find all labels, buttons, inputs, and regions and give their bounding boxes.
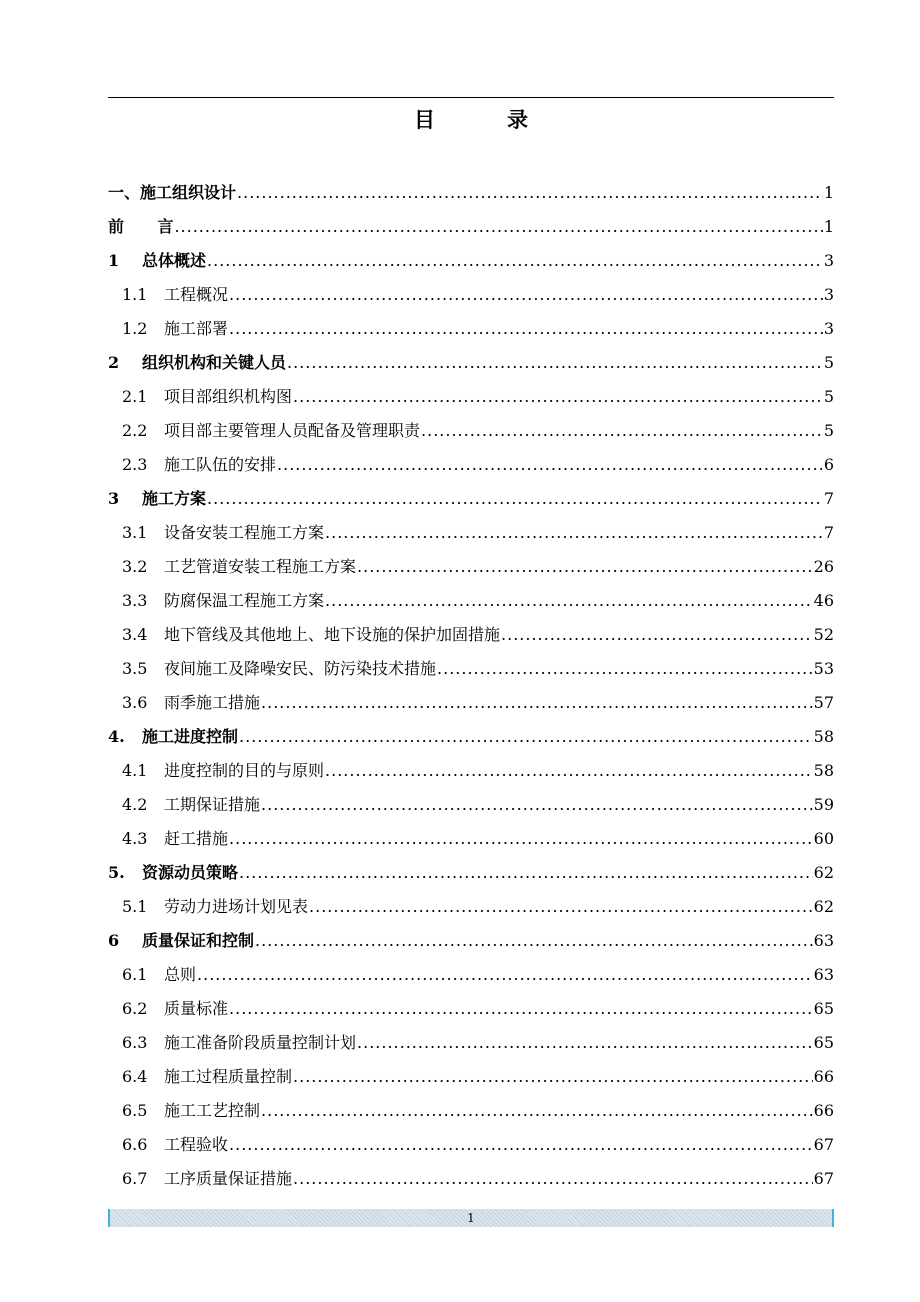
toc-entry[interactable]	[108, 956, 834, 990]
toc-entry[interactable]	[108, 174, 834, 208]
toc-entry-number: 6.6	[122, 1135, 148, 1154]
toc-entry-number: 3.4	[122, 625, 148, 644]
toc-entry-page: 26	[813, 557, 834, 576]
toc-dot-leader	[239, 863, 813, 883]
toc-entry-title: 项目部主要管理人员配备及管理职责	[164, 421, 421, 440]
toc-entry-number: 3	[108, 489, 120, 508]
toc-entry-title: 进度控制的目的与原则	[164, 761, 325, 780]
toc-entry-title: 工期保证措施	[164, 795, 261, 814]
toc-entry-page: 1	[823, 183, 834, 202]
toc-entry-page: 63	[813, 965, 834, 984]
toc-entry-page: 59	[813, 795, 834, 814]
toc-entry-page: 67	[813, 1169, 834, 1188]
toc-dot-leader	[309, 897, 813, 917]
toc-entry-page: 62	[813, 897, 834, 916]
toc-entry-page: 67	[813, 1135, 834, 1154]
toc-entry[interactable]	[108, 1058, 834, 1092]
toc-entry-title: 工序质量保证措施	[164, 1169, 293, 1188]
toc-entry-page: 65	[813, 1033, 834, 1052]
toc-entry-number: 3.1	[122, 523, 148, 542]
toc-dot-leader	[174, 217, 822, 237]
toc-dot-leader	[357, 1033, 813, 1053]
toc-entry-page: 63	[813, 931, 834, 950]
toc-entry-number: 6.5	[122, 1101, 148, 1120]
toc-dot-leader	[255, 931, 813, 951]
toc-entry-page: 1	[823, 217, 834, 236]
toc-entry-title: 施工部署	[164, 319, 229, 338]
toc-dot-leader	[325, 591, 813, 611]
toc-entry-title: 施工准备阶段质量控制计划	[164, 1033, 357, 1052]
toc-entry-title: 设备安装工程施工方案	[164, 523, 325, 542]
header-rule	[108, 97, 834, 98]
toc-entry[interactable]	[108, 548, 834, 582]
toc-entry-title: 施工进度控制	[142, 727, 239, 746]
toc-entry-title: 项目部组织机构图	[164, 387, 293, 406]
toc-dot-leader	[207, 251, 823, 271]
toc-entry[interactable]	[108, 208, 834, 242]
toc-entry[interactable]	[108, 922, 834, 956]
title-char-left: 目	[414, 107, 435, 132]
toc-dot-leader	[261, 1101, 813, 1121]
page-footer	[108, 1209, 834, 1227]
toc-entry[interactable]	[108, 820, 834, 854]
toc-entry-title: 质量保证和控制	[142, 931, 255, 950]
toc-dot-leader	[229, 285, 823, 305]
toc-dot-leader	[261, 795, 813, 815]
toc-entry-title: 施工队伍的安排	[164, 455, 277, 474]
toc-dot-leader	[197, 965, 813, 985]
toc-entry-number: 3.2	[122, 557, 148, 576]
toc-dot-leader	[261, 693, 813, 713]
toc-entry-number: 1.2	[122, 319, 148, 338]
toc-entry-title: 雨季施工措施	[164, 693, 261, 712]
toc-entry[interactable]	[108, 242, 834, 276]
toc-entry-title: 一、施工组织设计	[108, 183, 237, 202]
toc-entry[interactable]	[108, 378, 834, 412]
toc-entry-title: 劳动力进场计划见表	[164, 897, 309, 916]
toc-entry-title: 施工工艺控制	[164, 1101, 261, 1120]
toc-entry-number: 5.	[108, 863, 125, 882]
toc-entry[interactable]	[108, 1092, 834, 1126]
toc-entry-title: 总则	[164, 965, 197, 984]
toc-entry-number: 1	[108, 251, 120, 270]
toc-entry-number: 2	[108, 353, 120, 372]
toc-dot-leader	[325, 523, 823, 543]
toc-entry-page: 53	[813, 659, 834, 678]
toc-entry-title: 工艺管道安装工程施工方案	[164, 557, 357, 576]
toc-entry-number: 4.1	[122, 761, 148, 780]
toc-entry-number: 6.3	[122, 1033, 148, 1052]
toc-entry-title: 防腐保温工程施工方案	[164, 591, 325, 610]
toc-entry-number: 4.	[108, 727, 125, 746]
toc-entry[interactable]	[108, 276, 834, 310]
toc-entry-number: 6	[108, 931, 120, 950]
toc-dot-leader	[207, 489, 823, 509]
toc-dot-leader	[293, 1169, 813, 1189]
toc-entry-page: 3	[823, 285, 834, 304]
toc-entry-number: 6.4	[122, 1067, 148, 1086]
page-title	[108, 104, 834, 134]
toc-entry-number: 6.1	[122, 965, 148, 984]
toc-entry-number: 2.2	[122, 421, 148, 440]
toc-entry-page: 6	[823, 455, 834, 474]
toc-entry-title: 夜间施工及降噪安民、防污染技术措施	[164, 659, 437, 678]
toc-dot-leader	[437, 659, 813, 679]
toc-entry-title: 资源动员策略	[142, 863, 239, 882]
toc-entry-title: 工程验收	[164, 1135, 229, 1154]
toc-entry-page: 5	[823, 421, 834, 440]
toc-entry-title: 工程概况	[164, 285, 229, 304]
toc-dot-leader	[357, 557, 813, 577]
toc-dot-leader	[293, 1067, 813, 1087]
toc-dot-leader	[229, 999, 813, 1019]
toc-entry-number: 2.1	[122, 387, 148, 406]
toc-entry[interactable]	[108, 480, 834, 514]
toc-entry[interactable]	[108, 1160, 834, 1194]
toc-entry[interactable]	[108, 684, 834, 718]
toc-dot-leader	[501, 625, 813, 645]
toc-entry-title: 赶工措施	[164, 829, 229, 848]
toc-dot-leader	[287, 353, 823, 373]
toc-entry[interactable]	[108, 310, 834, 344]
toc-entry[interactable]	[108, 446, 834, 480]
toc-entry-number: 3.6	[122, 693, 148, 712]
footer-page-number: 1	[467, 1211, 475, 1225]
toc-entry-page: 7	[823, 523, 834, 542]
toc-dot-leader	[229, 829, 813, 849]
toc-entry[interactable]	[108, 888, 834, 922]
toc-dot-leader	[239, 727, 813, 747]
toc-entry-page: 60	[813, 829, 834, 848]
table-of-contents	[108, 174, 834, 1194]
toc-entry-title: 质量标准	[164, 999, 229, 1018]
toc-entry[interactable]	[108, 412, 834, 446]
toc-dot-leader	[421, 421, 823, 441]
toc-entry[interactable]	[108, 344, 834, 378]
toc-entry-number: 1.1	[122, 285, 148, 304]
toc-entry-number: 4.3	[122, 829, 148, 848]
toc-entry-title: 总体概述	[142, 251, 207, 270]
toc-dot-leader	[237, 183, 823, 203]
toc-entry-number: 3.5	[122, 659, 148, 678]
toc-entry-number: 6.7	[122, 1169, 148, 1188]
toc-entry-title: 前 言	[108, 217, 174, 236]
toc-entry-page: 65	[813, 999, 834, 1018]
toc-entry[interactable]	[108, 582, 834, 616]
toc-entry-number: 6.2	[122, 999, 148, 1018]
toc-entry-page: 62	[813, 863, 834, 882]
toc-entry[interactable]	[108, 616, 834, 650]
toc-entry[interactable]	[108, 650, 834, 684]
toc-entry-number: 4.2	[122, 795, 148, 814]
toc-entry-number: 5.1	[122, 897, 148, 916]
toc-entry-title: 施工过程质量控制	[164, 1067, 293, 1086]
toc-entry-number: 2.3	[122, 455, 148, 474]
toc-entry-page: 58	[813, 727, 834, 746]
toc-dot-leader	[229, 319, 823, 339]
toc-entry-page: 57	[813, 693, 834, 712]
toc-entry[interactable]	[108, 1024, 834, 1058]
toc-entry[interactable]	[108, 786, 834, 820]
toc-dot-leader	[293, 387, 823, 407]
toc-entry-page: 58	[813, 761, 834, 780]
toc-entry-page: 5	[823, 353, 834, 372]
toc-entry-number: 3.3	[122, 591, 148, 610]
toc-entry-title: 地下管线及其他地上、地下设施的保护加固措施	[164, 625, 501, 644]
toc-dot-leader	[325, 761, 813, 781]
toc-entry-page: 5	[823, 387, 834, 406]
toc-entry-page: 3	[823, 251, 834, 270]
toc-entry[interactable]	[108, 854, 834, 888]
toc-entry-page: 46	[813, 591, 834, 610]
toc-entry[interactable]	[108, 514, 834, 548]
toc-entry-title: 施工方案	[142, 489, 207, 508]
toc-entry[interactable]	[108, 752, 834, 786]
toc-dot-leader	[229, 1135, 813, 1155]
toc-entry[interactable]	[108, 718, 834, 752]
toc-entry-page: 3	[823, 319, 834, 338]
toc-entry-page: 66	[813, 1067, 834, 1086]
toc-entry-title: 组织机构和关键人员	[142, 353, 287, 372]
toc-entry-page: 66	[813, 1101, 834, 1120]
toc-entry[interactable]	[108, 990, 834, 1024]
toc-entry-page: 52	[813, 625, 834, 644]
toc-dot-leader	[277, 455, 823, 475]
title-char-right: 录	[507, 107, 528, 132]
toc-entry[interactable]	[108, 1126, 834, 1160]
toc-entry-page: 7	[823, 489, 834, 508]
